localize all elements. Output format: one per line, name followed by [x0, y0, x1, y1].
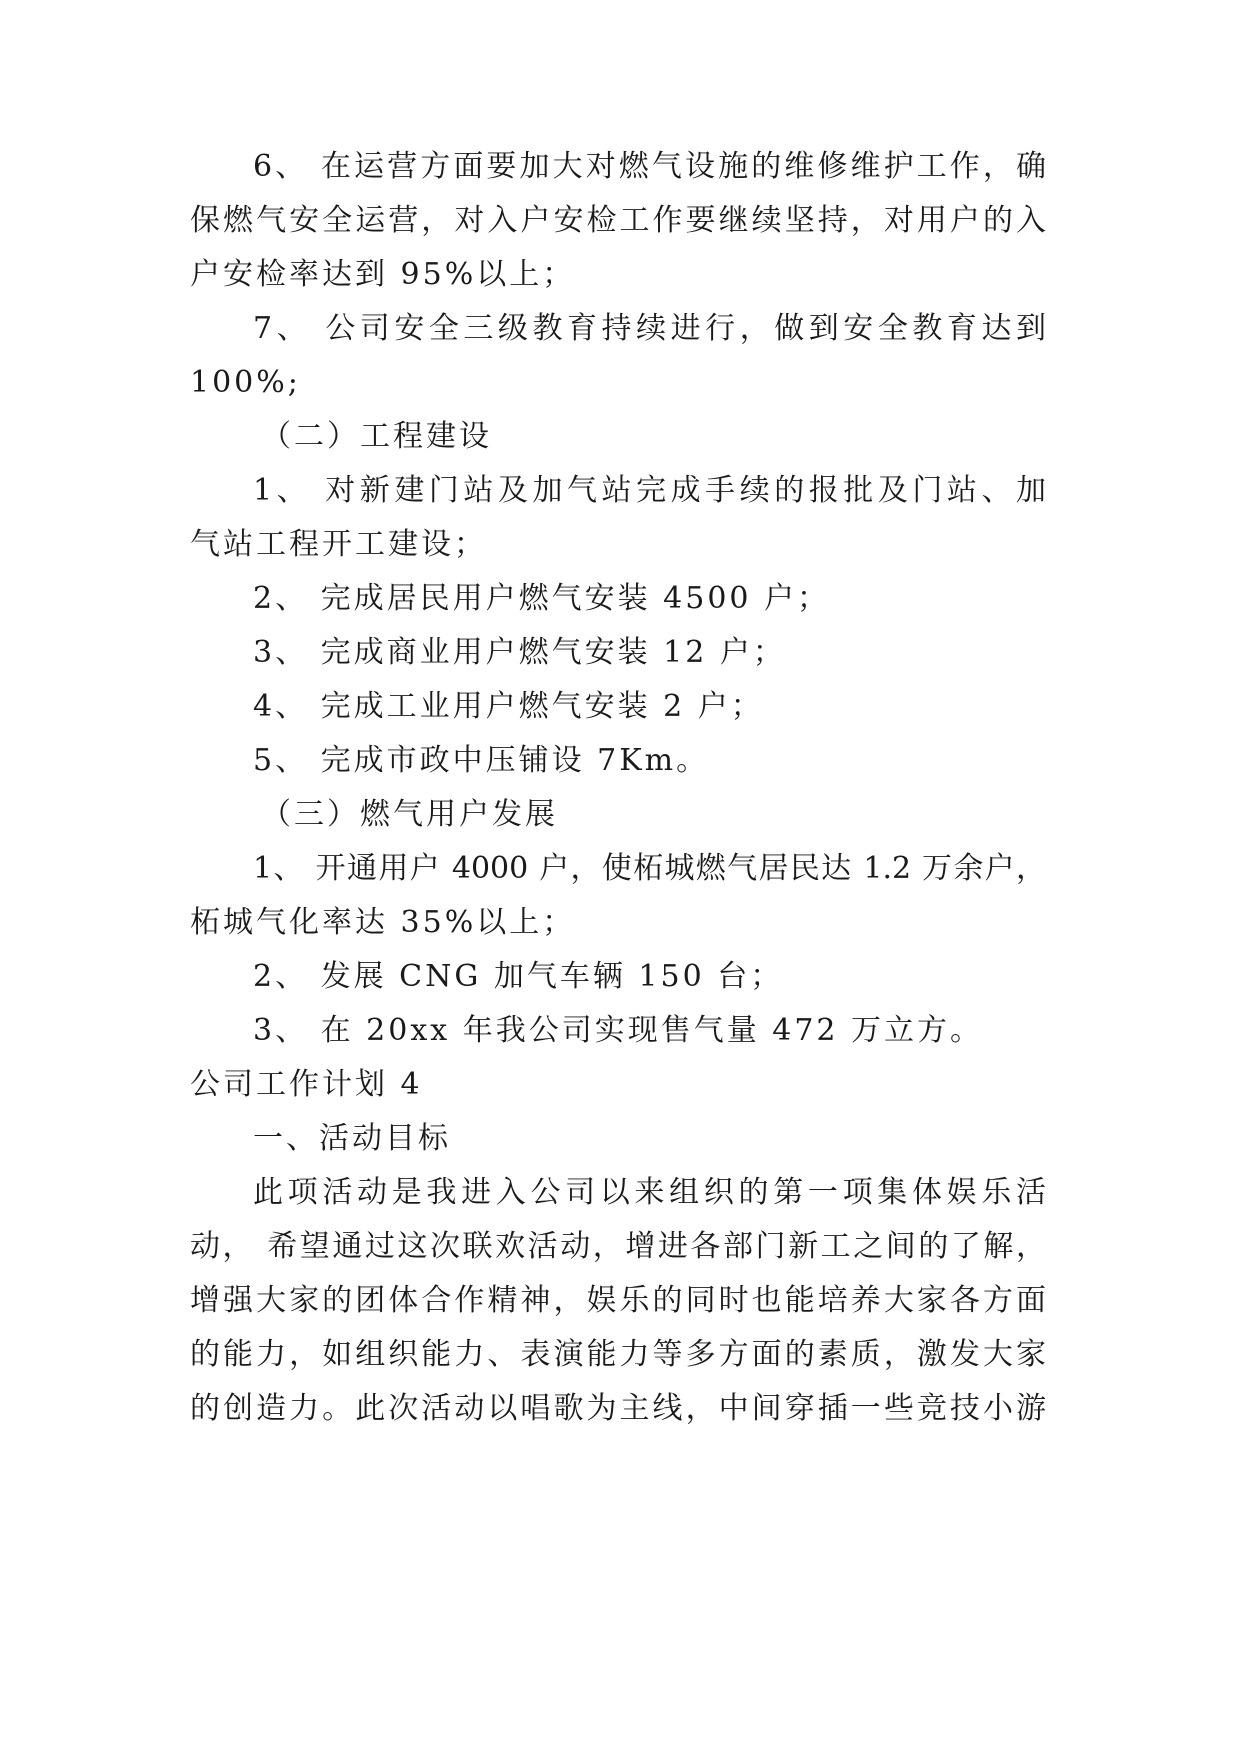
text-line: 1、 开通用户 4000 户，使柘城燃气居民达 1.2 万余户，	[253, 851, 1046, 886]
list-item: 2、 完成居民用户燃气安装 4500 户；	[253, 581, 831, 616]
list-item: 5、 完成市政中压铺设 7Km。	[253, 743, 710, 778]
section-heading: （三）燃气用户发展	[261, 797, 558, 832]
text-line: 此项活动是我进入公司以来组织的第一项集体娱乐活	[253, 1175, 1046, 1210]
text-line: 6、 在运营方面要加大对燃气设施的维修维护工作，确	[253, 149, 1046, 184]
text-line: 动， 希望通过这次联欢活动，增进各部门新工之间的了解，	[190, 1229, 1046, 1264]
list-item: 3、 在 20xx 年我公司实现售气量 472 万立方。	[253, 1013, 984, 1048]
text-line: 户安检率达到 95%以上；	[190, 257, 576, 292]
text-line: 的能力，如组织能力、表演能力等多方面的素质，激发大家	[190, 1337, 1046, 1372]
text-line: 1、 对新建门站及加气站完成手续的报批及门站、加	[253, 473, 1046, 508]
section-heading: 一、活动目标	[253, 1121, 451, 1156]
text-line: 保燃气安全运营，对入户安检工作要继续坚持，对用户的入	[190, 203, 1046, 238]
list-item: 4、 完成工业用户燃气安装 2 户；	[253, 689, 764, 724]
section-heading: （二）工程建设	[261, 419, 492, 454]
text-line: 的创造力。此次活动以唱歌为主线，中间穿插一些竞技小游	[190, 1391, 1046, 1426]
text-line: 7、 公司安全三级教育持续进行，做到安全教育达到	[253, 311, 1046, 346]
document-title: 公司工作计划 4	[190, 1067, 423, 1102]
list-item: 2、 发展 CNG 加气车辆 150 台；	[253, 959, 784, 994]
text-line: 柘城气化率达 35%以上；	[190, 905, 576, 940]
text-line: 气站工程开工建设；	[190, 527, 487, 562]
list-item: 3、 完成商业用户燃气安装 12 户；	[253, 635, 786, 670]
text-line: 100%;	[190, 365, 301, 400]
text-line: 增强大家的团体合作精神，娱乐的同时也能培养大家各方面	[190, 1283, 1046, 1318]
